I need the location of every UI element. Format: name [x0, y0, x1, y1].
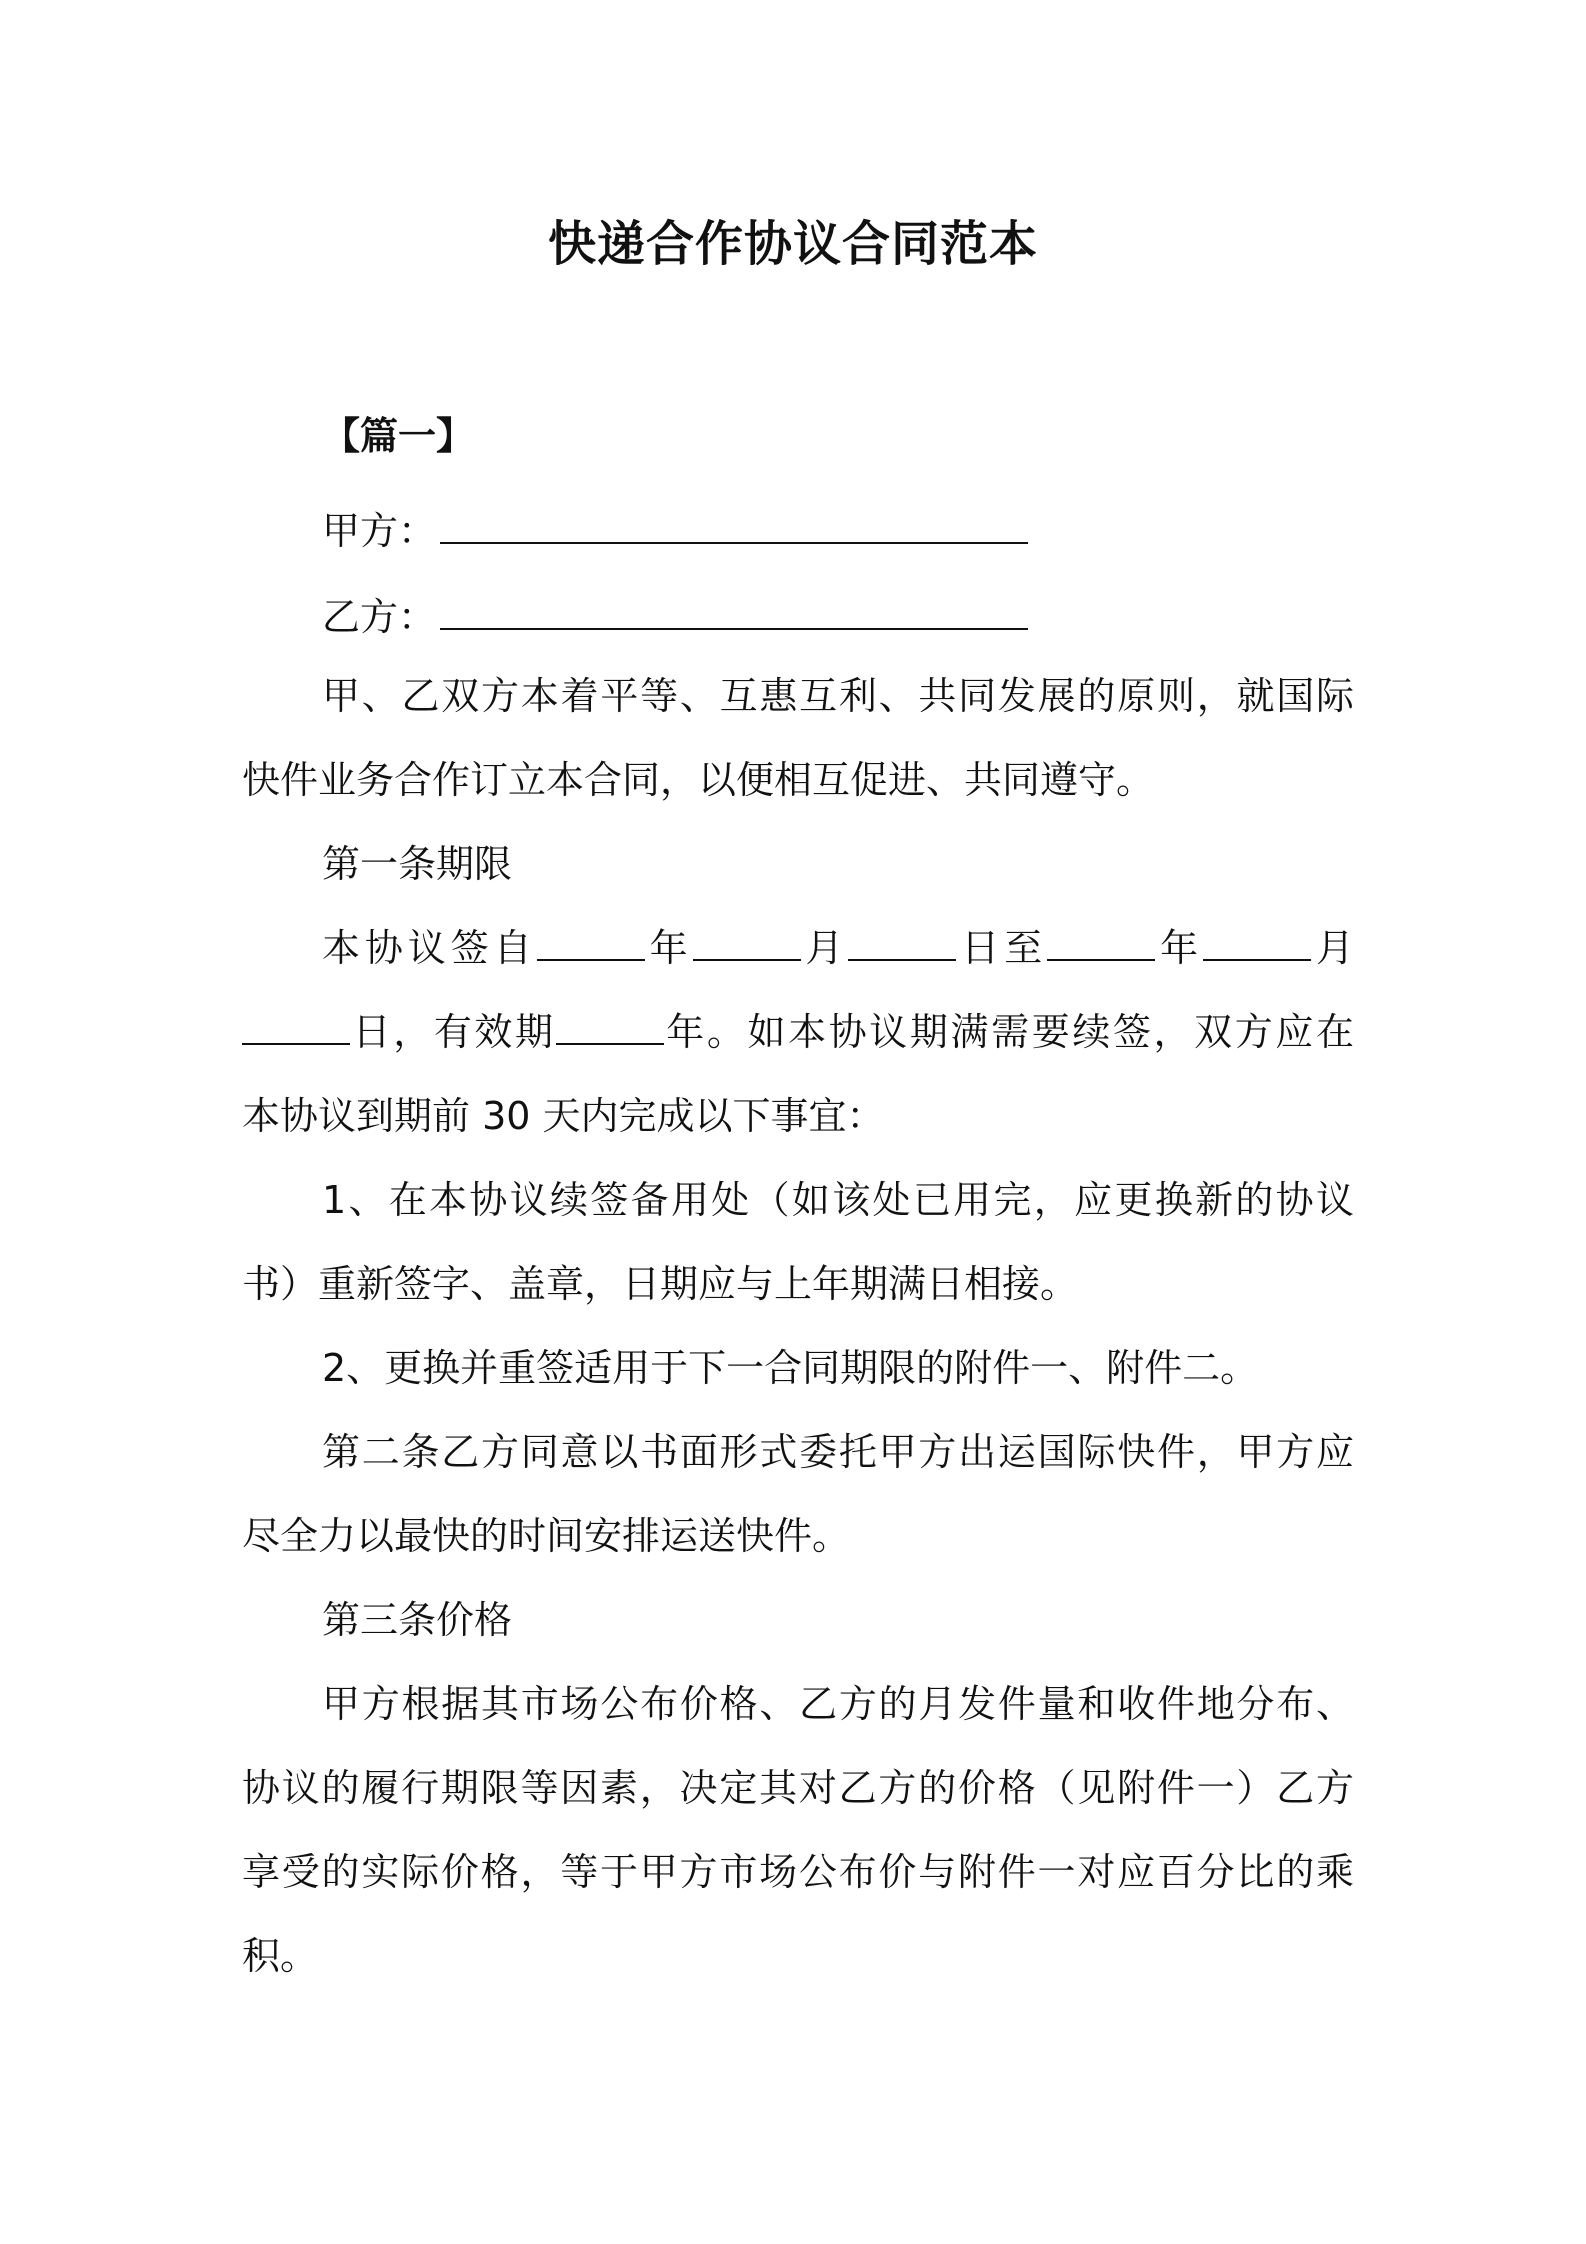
party-a-line	[322, 502, 1028, 559]
end-month-label: 月	[1311, 926, 1354, 970]
intro-line-1: 甲、乙双方本着平等、互惠互利、共同发展的原则，就国际	[322, 674, 1354, 718]
end-year-label: 年	[1155, 926, 1204, 970]
article-1-line-2	[242, 1004, 1354, 1060]
article-1-line-3: 本协议到期前 30 天内完成以下事宜：	[242, 1094, 885, 1138]
section-tag: 【篇一】	[322, 414, 475, 458]
article-3-line-4: 积。	[242, 1934, 319, 1978]
start-year-label: 年	[644, 926, 693, 970]
end-day-blank[interactable]	[242, 1007, 350, 1045]
party-b-label: 乙方：	[322, 595, 437, 639]
party-a-label: 甲方：	[322, 509, 437, 553]
article-2-line-2: 尽全力以最快的时间安排运送快件。	[242, 1514, 851, 1558]
article-3-line-3: 享受的实际价格，等于甲方市场公布价与附件一对应百分比的乘	[242, 1850, 1354, 1894]
end-year-blank[interactable]	[1047, 923, 1155, 961]
date-start-prefix: 本协议签自	[322, 926, 537, 970]
validity-rest: 年。如本协议期满需要续签，双方应在	[663, 1010, 1354, 1054]
party-b-line	[322, 588, 1028, 645]
start-day-blank[interactable]	[848, 923, 956, 961]
article-1-heading: 第一条期限	[322, 842, 513, 886]
start-day-label: 日至	[956, 926, 1048, 970]
document-title: 快递合作协议合同范本	[547, 216, 1038, 272]
item-2-line: 2、更换并重签适用于下一合同期限的附件一、附件二。	[322, 1346, 1259, 1390]
article-1-line-1	[322, 920, 1354, 976]
end-month-blank[interactable]	[1203, 923, 1311, 961]
item-1-line-2: 书）重新签字、盖章，日期应与上年期满日相接。	[242, 1262, 1079, 1306]
start-month-blank[interactable]	[693, 923, 801, 961]
start-year-blank[interactable]	[537, 923, 645, 961]
article-2-line-1: 第二条乙方同意以书面形式委托甲方出运国际快件，甲方应	[322, 1430, 1354, 1474]
party-b-blank[interactable]	[440, 588, 1028, 630]
intro-line-2: 快件业务合作订立本合同，以便相互促进、共同遵守。	[242, 758, 1155, 802]
party-a-blank[interactable]	[440, 502, 1028, 544]
item-1-line-1: 1、在本协议续签备用处（如该处已用完，应更换新的协议	[322, 1178, 1354, 1222]
start-month-label: 月	[800, 926, 849, 970]
article-3-line-1: 甲方根据其市场公布价格、乙方的月发件量和收件地分布、	[322, 1682, 1354, 1726]
article-3-line-2: 协议的履行期限等因素，决定其对乙方的价格（见附件一）乙方	[242, 1766, 1354, 1810]
end-day-label: 日，有效期	[350, 1010, 556, 1054]
article-3-heading: 第三条价格	[322, 1598, 513, 1642]
validity-years-blank[interactable]	[556, 1007, 664, 1045]
